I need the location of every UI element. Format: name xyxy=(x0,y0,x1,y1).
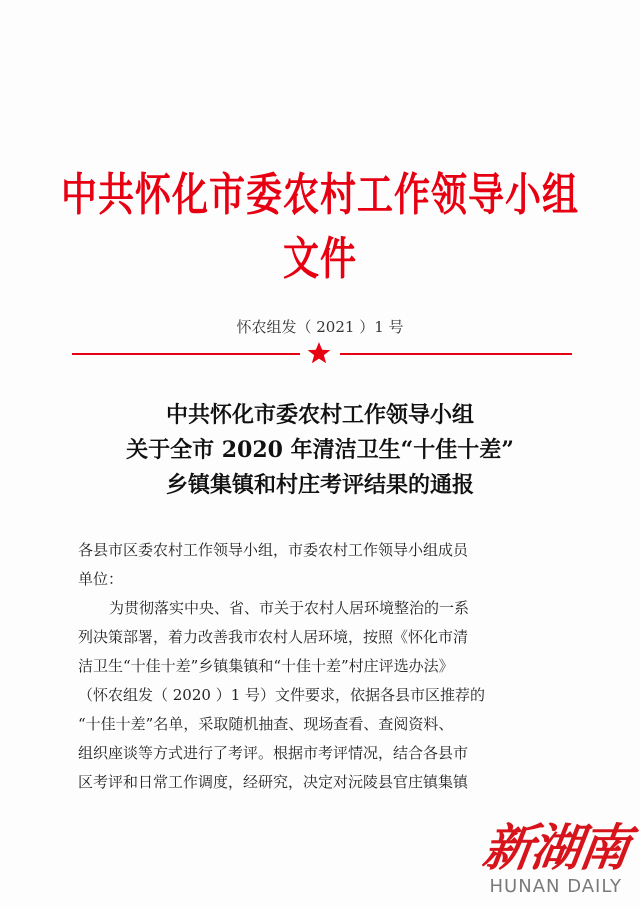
body-line: 单位： xyxy=(78,570,124,588)
body-line: （怀农组发（ 2020 ）1 号）文件要求，依据各县市区推荐的 xyxy=(78,686,486,704)
star-icon xyxy=(306,340,332,366)
red-divider xyxy=(72,340,572,368)
document-title xyxy=(40,398,600,503)
body-line: 列决策部署，着力改善我市农村人居环境，按照《怀化市清 xyxy=(78,628,469,646)
divider-line-left xyxy=(72,353,300,355)
logo-chinese-text: 新湖南 xyxy=(479,819,632,877)
hunan-daily-logo xyxy=(452,808,632,904)
body-line: 组织座谈等方式进行了考评。根据市考评情况，结合各县市 xyxy=(78,744,469,762)
title-line: 乡镇集镇和村庄考评结果的通报 xyxy=(165,472,474,498)
body-line: 为贯彻落实中央、省、市关于农村人居环境整治的一系 xyxy=(109,599,470,617)
body-line: 区考评和日常工作调度，经研究，决定对沅陵县官庄镇集镇 xyxy=(78,773,469,791)
body-line: “十佳十差”名单，采取随机抽查、现场查看、查阅资料、 xyxy=(78,715,454,733)
title-line: 中共怀化市委农村工作领导小组 xyxy=(165,402,474,428)
document-body xyxy=(78,536,568,797)
logo-english-text: HUNAN DAILY xyxy=(489,876,622,897)
body-line: 洁卫生“十佳十差”乡镇集镇和“十佳十差”村庄评选办法》 xyxy=(78,657,454,675)
document-number: 怀农组发（ 2021 ）1 号 xyxy=(236,318,404,336)
document-header: 中共怀化市委农村工作领导小组文件 xyxy=(60,170,579,285)
title-line: 关于全市 2020 年清洁卫生“十佳十差” xyxy=(126,437,514,463)
body-line: 各县市区委农村工作领导小组，市委农村工作领导小组成员 xyxy=(78,541,469,559)
divider-line-right xyxy=(340,353,572,355)
